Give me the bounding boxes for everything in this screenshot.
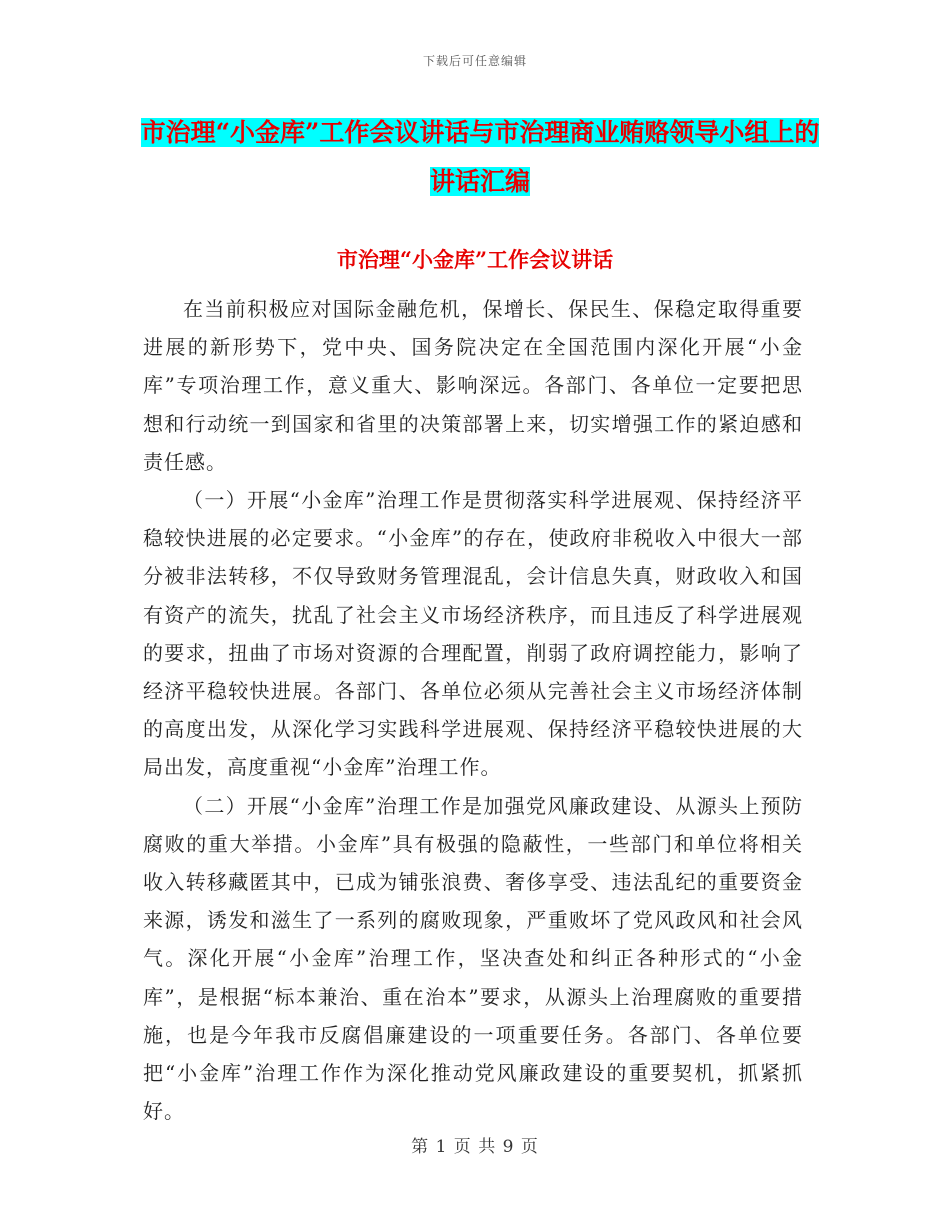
document-title-text: 市治理“小金库”工作会议讲话与市治理商业贿赂领导小组上的讲话汇编 [140,118,820,196]
section-title: 市治理“小金库”工作会议讲话 [336,247,614,272]
page-number-footer: 第 1 页 共 9 页 [411,1137,539,1157]
document-body [143,290,803,1130]
document-title [140,108,820,206]
page-header-note: 下载后可任意编辑 [422,54,527,68]
paragraph: （二）开展“小金库”治理工作是加强党风廉政建设、从源头上预防腐败的重大举措。小金库”具有极强的隐蔽性，一些部门和单位将相关收入转移藏匿其中，已成为铺张浪费、奢侈享受、违法乱纪的重要资金来源，诱发和滋生了一系列的腐败现象，严重败坏了党风政风和社会风气。深化开展“小金库”治理工作，坚决查处和纠正各种形式的“小金库”，是根据“标本兼治、重在治本”要求，从源头上治理腐败的重要措施，也是今年我市反腐倡廉建设的一项重要任务。各部门、各单位要把“小金库”治理工作作为深化推动党风廉政建设的重要契机，抓紧抓好。 [143,793,803,1124]
paragraph: （一）开展“小金库”治理工作是贯彻落实科学进展观、保持经济平稳较快进展的必定要求。“小金库”的存在，使政府非税收入中很大一部分被非法转移，不仅导致财务管理混乱，会计信息失真，财政收入和国有资产的流失，扰乱了社会主义市场经济秩序，而且违反了科学进展观的要求，扭曲了市场对资源的合理配置，削弱了政府调控能力，影响了经济平稳较快进展。各部门、各单位必须从完善社会主义市场经济体制的高度出发，从深化学习实践科学进展观、保持经济平稳较快进展的大局出发，高度重视“小金库”治理工作。 [143,488,803,780]
paragraph: 在当前积极应对国际金融危机，保增长、保民生、保稳定取得重要进展的新形势下，党中央、国务院决定在全国范围内深化开展“小金库”专项治理工作，意义重大、影响深远。各部门、各单位一定要把思想和行动统一到国家和省里的决策部署上来，切实增强工作的紧迫感和责任感。 [143,297,803,474]
